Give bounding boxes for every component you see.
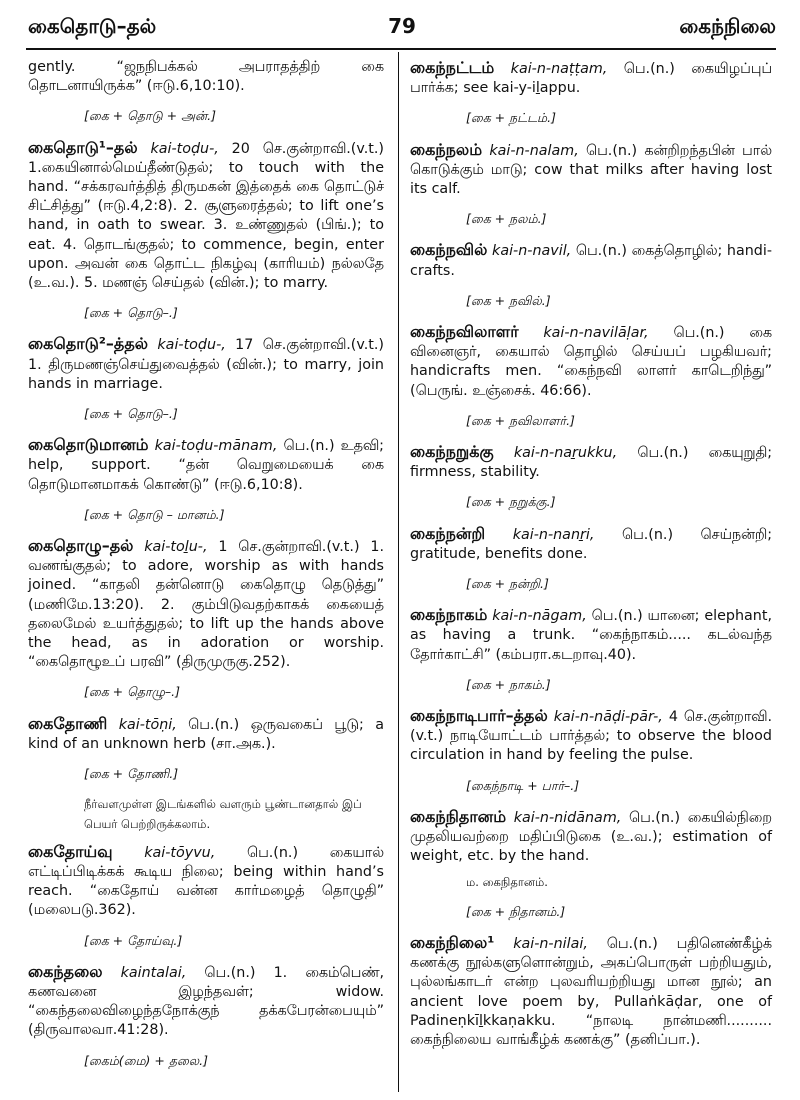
dictionary-entry bbox=[28, 138, 384, 294]
entry-transliteration: kai-toḍu-, bbox=[150, 140, 219, 157]
header-rule bbox=[26, 48, 776, 50]
entry-etymology: [கை + நவில்.] bbox=[466, 292, 551, 308]
entry-definition: பெ.(n.) கன்றிறந்தபின் பால் கொடுக்கும் மாடு; cow that milks after having lost its calf. bbox=[410, 142, 773, 198]
entry-definition: 1 செ.குன்றாவி.(v.t.) 1. வணங்குதல்; to adore, worship as with hands joined. “காதலி தன்னொடு கைதொழு தெடுத்து” (மணிமே.13:20). 2. கும்பிடுவதற்காகக் கையைத் தலைமேல் உயர்த்துதல்; to lift up the hands above the head, as in adoration or worship. “கைதொழூஉப் பரவி” (திருமுருகு.252). bbox=[28, 539, 384, 671]
dictionary-entry bbox=[28, 714, 384, 754]
entry-definition: பெ.(n.) கையிழப்புப் பார்க்க; see kai-y-iḻappu. bbox=[410, 61, 773, 97]
entry-continuation: gently. “ஜநநிபக்கல் அபராதத்திற் கை தொடனாயிருக்க” (ஈடு.6,10:10). bbox=[28, 59, 384, 95]
entry-headword: கைந்நவில் bbox=[410, 240, 488, 260]
dictionary-entry bbox=[410, 322, 772, 401]
entry-definition: பெ.(n.) கைத்தொழில்; handi-crafts. bbox=[410, 243, 772, 279]
entry-definition: பெ.(n.) ஒருவகைப் பூடு; a kind of an unknown herb (சா.அக.). bbox=[28, 716, 384, 752]
dictionary-entry bbox=[410, 706, 772, 766]
entry-definition: 17 செ.குன்றாவி.(v.t.) 1. திருமணஞ்செய்துவைத்தல் (வின்.); to marry, join hands in marriage. bbox=[28, 337, 385, 392]
entry-transliteration: kai-n-navil, bbox=[492, 243, 572, 260]
entry-transliteration: kai-n-nāgam, bbox=[492, 608, 587, 625]
entry-definition: பெ.(n.) யானை; elephant, as having a trunk. “கைந்நாகம்..... கடல்வந்த தோர்காட்சி” (கம்பரா.கடறாவு.40). bbox=[410, 608, 773, 663]
entry-etymology: [கை + தொடு – மானம்.] bbox=[84, 506, 225, 522]
entry-transliteration: kai-toḍu-, bbox=[157, 337, 226, 354]
entry-transliteration: kai-n-nāḍi-pār-, bbox=[553, 709, 663, 726]
entry-headword: கைந்நவிலாளர் bbox=[410, 322, 519, 342]
entry-etymology: [கை + தொடு–.] bbox=[84, 305, 178, 321]
entry-transliteration: kai-toḻu-, bbox=[144, 539, 208, 556]
entry-headword: கைந்நட்டம் bbox=[410, 58, 495, 77]
header-last-word: கைந்நிலை bbox=[679, 14, 776, 38]
entry-definition: பெ.(n.) உதவி; help, support. “தன் வெறுமையைக் கை தொடுமானமாகக் கொண்டு” (ஈடு.6,10:8). bbox=[28, 438, 384, 493]
page-number: 79 bbox=[388, 14, 416, 38]
entry-headword: கைதோய்வு bbox=[28, 841, 113, 861]
dictionary-entry bbox=[410, 807, 772, 867]
dictionary-entry bbox=[410, 605, 772, 665]
entry-etymology: [கை + தொழு–.] bbox=[84, 684, 180, 700]
entry-transliteration: kai-n-nidānam, bbox=[513, 809, 622, 826]
dictionary-entry bbox=[410, 933, 772, 1050]
entry-etymology: [கை + தொடு–.] bbox=[84, 406, 178, 422]
entry-etymology: [கை + நட்டம்.] bbox=[466, 110, 556, 126]
entry-headword: கைந்நறுக்கு bbox=[410, 442, 494, 462]
entry-etymology: [கை + நறுக்கு.] bbox=[466, 494, 556, 510]
entry-etymology: [கை + நன்றி.] bbox=[466, 576, 549, 592]
entry-headword: கைதோணி bbox=[28, 713, 108, 733]
page-header bbox=[28, 14, 776, 40]
dictionary-entry bbox=[28, 435, 384, 495]
entry-transliteration: kai-tōṇi, bbox=[118, 716, 177, 733]
entry-transliteration: kai-n-naṭṭam, bbox=[510, 61, 608, 77]
entry-etymology: [கை + நலம்.] bbox=[466, 211, 547, 227]
entry-definition: பெ.(n.) செய்நன்றி; gratitude, benefits done. bbox=[410, 526, 773, 562]
right-column bbox=[410, 58, 772, 1056]
entry-headword: கைதொடுமானம் bbox=[28, 435, 149, 455]
left-column bbox=[28, 58, 384, 1082]
dictionary-entry bbox=[28, 962, 384, 1041]
entry-transliteration: kai-tōyvu, bbox=[144, 844, 216, 861]
entry-definition: பெ.(n.) கை வினைஞர், கையால் தொழில் செய்யப் பழகியவர்; handicrafts men. “கைந்நவி லாளர் காடெறிந்து” (பெருங். உஞ்சைக். 46:66). bbox=[410, 325, 773, 399]
dictionary-entry bbox=[410, 240, 772, 280]
entry-etymology: [கை + நவிலாளர்.] bbox=[466, 412, 575, 428]
entry-transliteration: kai-n-nanṟi, bbox=[512, 526, 595, 543]
entry-transliteration: kaintalai, bbox=[120, 964, 187, 981]
header-first-word: கைதொடு–தல் bbox=[28, 14, 157, 38]
dictionary-entry bbox=[410, 58, 772, 98]
entry-etymology: [கைந்நாடி + பார்–.] bbox=[466, 777, 580, 793]
entry-transliteration: kai-n-nilai, bbox=[513, 935, 588, 952]
entry-headword: கைந்தலை bbox=[28, 961, 103, 981]
dictionary-entry bbox=[28, 536, 384, 672]
entry-note: ம. கைநிதானம். bbox=[466, 874, 548, 889]
entry-transliteration: kai-n-nalam, bbox=[489, 142, 579, 159]
entry-definition: பெ.(n.) கையால் எட்டிப்பிடிக்கக் கூடிய நிலை; being within hand’s reach. “கைதோய் வன்ன கார்மழைத் தொழுதி” (மலைபடு.362). bbox=[28, 844, 385, 919]
column-divider bbox=[398, 52, 399, 1092]
entry-etymology: [கை + நிதானம்.] bbox=[466, 903, 566, 919]
entry-headword: கைந்நாடிபார்–த்தல் bbox=[410, 706, 548, 726]
entry-etymology: [கை + தோய்வு.] bbox=[84, 932, 183, 948]
entry-headword: கைந்நிலை¹ bbox=[410, 932, 495, 952]
dictionary-entry bbox=[410, 140, 772, 200]
entry-definition: பெ.(n.) 1. கைம்பெண், கணவனை இழந்தவள்; widow. “கைந்தலைவிழைந்தநோக்குந் தக்கபேரன்பையும்” (திருவாலவா.41:28). bbox=[28, 964, 385, 1039]
entry-transliteration: kai-n-naṟukku, bbox=[513, 445, 618, 462]
entry-headword: கைதொடு²–த்தல் bbox=[28, 334, 149, 354]
entry-definition: பெ.(n.) கையில்நிறை முதலியவற்றை மதிப்பிடுகை (உ.வ.); estimation of weight, etc. by the hand. bbox=[410, 809, 773, 865]
dictionary-entry bbox=[410, 442, 772, 482]
entry-etymology: [கை + தோணி.] bbox=[84, 766, 179, 782]
entry-headword: கைந்நாகம் bbox=[410, 605, 488, 625]
entry-transliteration: kai-toḍu-mānam, bbox=[154, 438, 278, 455]
entry-headword: கைந்நிதானம் bbox=[410, 806, 507, 826]
entry-transliteration: kai-n-navilāḷar, bbox=[543, 325, 649, 342]
entry-etymology: [கைம்(மை) + தலை.] bbox=[84, 1052, 209, 1068]
dictionary-entry bbox=[410, 524, 772, 564]
entry-etymology: [கை + நாகம்.] bbox=[466, 676, 551, 692]
entry-definition: பெ.(n.) கையுறுதி; firmness, stability. bbox=[410, 445, 773, 481]
entry-headword: கைந்நலம் bbox=[410, 139, 483, 159]
entry-headword: கைந்நன்றி bbox=[410, 523, 486, 543]
dictionary-entry bbox=[28, 842, 384, 921]
entry-etymology: [கை + தொடு + அன்.] bbox=[84, 108, 216, 124]
entry-definition: 4 செ.குன்றாவி.(v.t.) நாடியோட்டம் பார்த்தல்; to observe the blood circulation in hand by feeling the pulse. bbox=[410, 709, 772, 764]
entry-definition: 20 செ.குன்றாவி.(v.t.) 1.கையினால்மெய்தீண்டுதல்; to touch with the hand. “சக்கரவர்த்தித் திருமகன் இத்தைக் கை தொட்டுச் சிட்சித்து” (ஈடு.4,2:8). 2. சூளுரைத்தல்; to lift one’s hand, in oath to swear. 3. உண்ணுதல் (பிங்.); to eat. 4. தொடங்குதல்; to commence, begin, enter upon. அவன் கை தொட்ட நிகழ்வு (காரியம்) நல்லதே (உ.வ.). 5. மணஞ் செய்தல் (வின்.); to marry. bbox=[28, 140, 384, 292]
dictionary-entry bbox=[28, 334, 384, 394]
entry-headword: கைதொடு¹–தல் bbox=[28, 137, 138, 157]
entry-note: நீர்வளமுள்ள இடங்களில் வளரும் பூண்டானதால் இப் பெயர் பெற்றிருக்கலாம். bbox=[84, 797, 362, 831]
entry-definition: பெ.(n.) பதினெண்கீழ்க் கணக்கு நூல்களுளொன்றும், அகப்பொருள் பற்றியதும், புல்லங்காடர் என்ற புலவரியற்றியது மான நூல்; an ancient love poem by, Pullaṅkāḍar, one of Padineṇkīḻkkaṇakku. “நாலடி நான்மணி.......... கைந்நிலைய வாங்கீழ்க் கணக்கு” (தனிப்பா.). bbox=[410, 935, 772, 1048]
entry-headword: கைதொழு–தல் bbox=[28, 536, 134, 556]
